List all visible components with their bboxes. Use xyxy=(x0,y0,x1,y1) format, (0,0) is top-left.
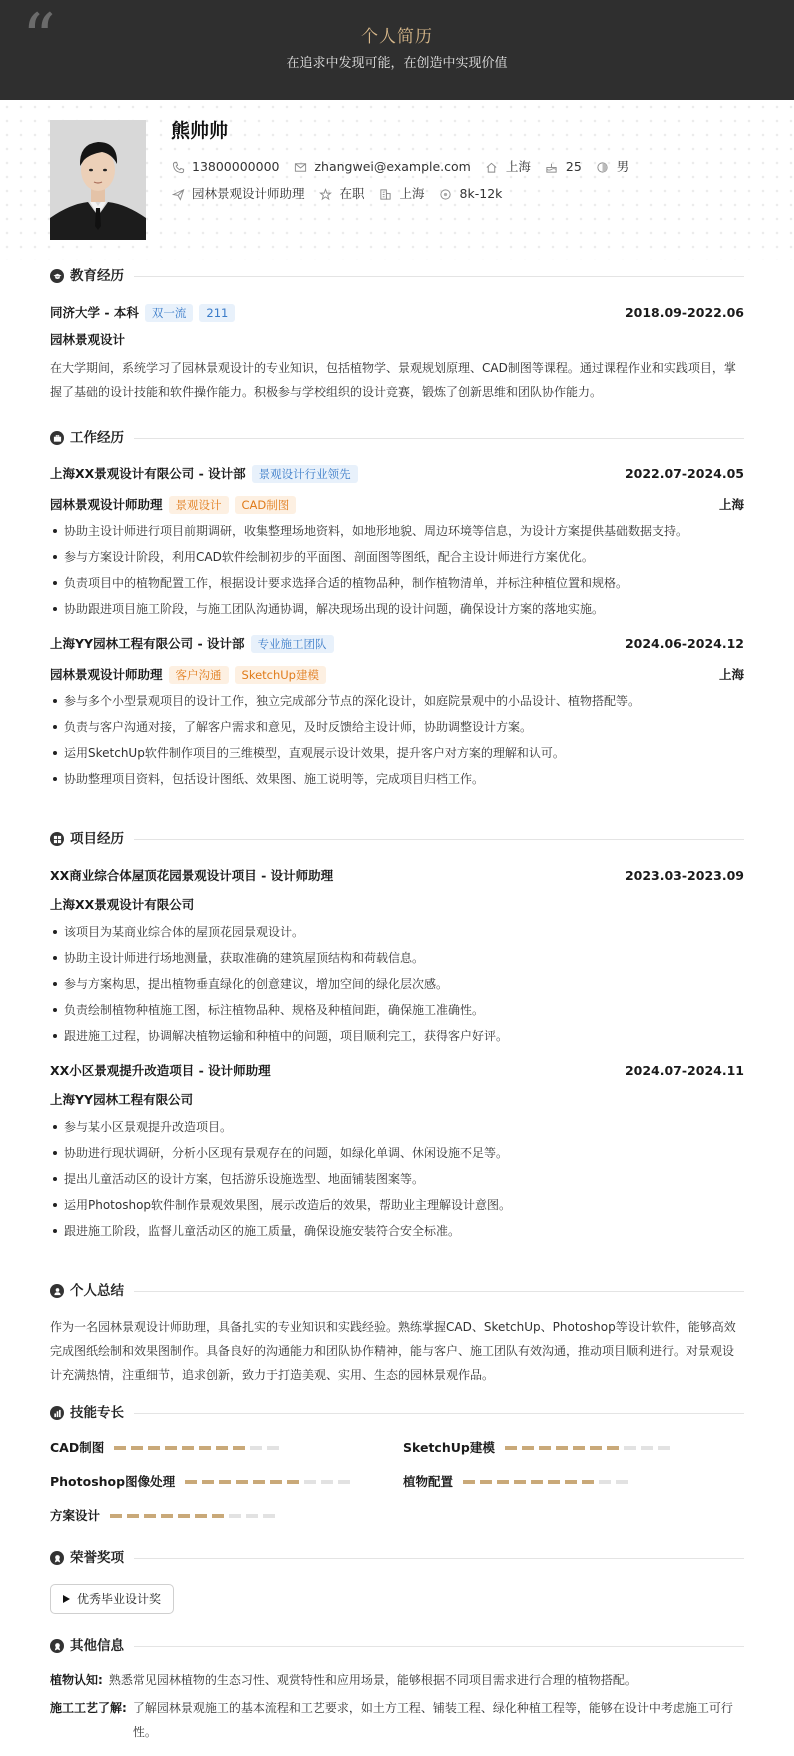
skill-dash-empty xyxy=(616,1480,628,1484)
skill-dash-empty xyxy=(263,1514,275,1518)
skill-dash-empty xyxy=(246,1514,258,1518)
skill-dash-filled xyxy=(539,1446,551,1450)
section-title: 其他信息 xyxy=(70,1637,124,1654)
other-info-label: 施工工艺了解: xyxy=(50,1701,127,1715)
skill-name: 植物配置 xyxy=(403,1474,454,1489)
bar-chart-icon xyxy=(50,1406,64,1420)
section-title: 工作经历 xyxy=(70,429,124,446)
list-item: 协助整理项目资料，包括设计图纸、效果图、施工说明等，完成项目归档工作。 xyxy=(50,766,744,792)
list-item: 运用SketchUp软件制作项目的三维模型，直观展示设计效果，提升客户对方案的理解和认可。 xyxy=(50,740,744,766)
awards-section xyxy=(50,1548,744,1614)
email-text: zhangwei@example.com xyxy=(314,159,471,174)
other-info-text: 了解园林景观施工的基本流程和工艺要求，如土方工程、铺装工程、绿化种植工程等，能够在设计中考虑施工可行性。 xyxy=(132,1701,733,1739)
job-entry xyxy=(50,464,744,622)
salary-item xyxy=(439,185,503,204)
education-date: 2018.09-2022.06 xyxy=(624,304,744,320)
skill-level-bar xyxy=(463,1480,633,1484)
skill-dash-filled xyxy=(110,1514,122,1518)
building-icon xyxy=(379,187,393,201)
list-item: 负责项目中的植物配置工作，根据设计要求选择合适的植物品种，制作植物清单，并标注种植位置和规格。 xyxy=(50,570,744,596)
section-title: 项目经历 xyxy=(70,830,124,847)
other-info-label: 植物认知: xyxy=(50,1673,103,1687)
skill-dash-empty xyxy=(624,1446,636,1450)
skill-dash-filled xyxy=(131,1446,143,1450)
skill-dash-filled xyxy=(497,1480,509,1484)
list-item: 协助跟进项目施工阶段，与施工团队沟通协调，解决现场出现的设计问题，确保设计方案的落地实施。 xyxy=(50,596,744,622)
list-item: 参与多个小型景观项目的设计工作，独立完成部分节点的深化设计，如庭院景观中的小品设计、植物搭配等。 xyxy=(50,688,744,714)
section-divider xyxy=(134,1646,744,1647)
skill-dash-filled xyxy=(202,1480,214,1484)
skill-dash-filled xyxy=(212,1514,224,1518)
avatar xyxy=(50,120,146,240)
list-item: 参与方案构思，提出植物垂直绿化的创意建议，增加空间的绿化层次感。 xyxy=(50,971,744,997)
skill-dash-filled xyxy=(253,1480,265,1484)
skill-item xyxy=(403,1473,633,1492)
age-text: 25 xyxy=(565,159,582,174)
job-date: 2024.06-2024.12 xyxy=(624,635,744,651)
skill-dash-filled xyxy=(219,1480,231,1484)
section-title: 个人总结 xyxy=(70,1282,124,1299)
skill-dash-filled xyxy=(531,1480,543,1484)
project-company: 上海YY园林工程有限公司 xyxy=(50,1092,194,1107)
list-item: 协助主设计师进行项目前期调研，收集整理场地资料，如地形地貌、周边环境等信息，为设计方案提供基础数据支持。 xyxy=(50,518,744,544)
school-tag: 双一流 xyxy=(145,304,194,322)
contact-line xyxy=(171,158,643,177)
skill-item xyxy=(50,1439,284,1458)
section-divider xyxy=(134,1291,744,1292)
quote-icon: “ xyxy=(22,0,56,77)
skill-dash-filled xyxy=(195,1514,207,1518)
skill-dash-empty xyxy=(599,1480,611,1484)
skill-dash-filled xyxy=(590,1446,602,1450)
position-text: 园林景观设计师助理 xyxy=(192,186,305,201)
skill-dash-filled xyxy=(161,1514,173,1518)
skill-dash-filled xyxy=(582,1480,594,1484)
section-header xyxy=(50,1403,744,1423)
skill-level-bar xyxy=(185,1480,355,1484)
summary-text: 作为一名园林景观设计师助理，具备扎实的专业知识和实践经验。熟练掌握CAD、SketchUp、Photoshop等设计软件，能够高效完成图纸绘制和效果图制作。具备良好的沟通能力和团队协作精神，能与客户、施工团队有效沟通，推动项目顺利进行。对景观设计充满热情，注重细节，追求创新，致力于打造美观、实用、生态的园林景观作品。 xyxy=(50,1320,736,1382)
other-info-section xyxy=(50,1636,744,1744)
project-entry xyxy=(50,866,744,1049)
job-duties xyxy=(50,518,744,622)
grid-icon xyxy=(50,832,64,846)
section-header xyxy=(50,428,744,448)
cake-icon xyxy=(545,160,559,174)
position-item xyxy=(171,185,305,204)
skill-dash-filled xyxy=(270,1480,282,1484)
work-section xyxy=(50,428,744,792)
project-entry xyxy=(50,1061,744,1244)
location-item xyxy=(485,158,531,177)
skill-name: CAD制图 xyxy=(50,1440,105,1455)
skill-dash-filled xyxy=(505,1446,517,1450)
education-row xyxy=(50,303,744,323)
list-item: 负责绘制植物种植施工图，标注植物品种、规格及种植间距，确保施工准确性。 xyxy=(50,997,744,1023)
award-icon xyxy=(50,1639,64,1653)
skill-level-bar xyxy=(110,1514,280,1518)
gender-icon xyxy=(596,160,610,174)
skill-dash-filled xyxy=(182,1446,194,1450)
home-icon xyxy=(485,160,499,174)
job-duties xyxy=(50,688,744,792)
skill-item xyxy=(403,1439,675,1458)
skill-dash-filled xyxy=(216,1446,228,1450)
award-badge xyxy=(50,1584,174,1614)
job-date: 2022.07-2024.05 xyxy=(624,465,744,481)
skill-dash-empty xyxy=(267,1446,279,1450)
summary-section xyxy=(50,1281,744,1387)
skill-dash-filled xyxy=(144,1514,156,1518)
skill-dash-empty xyxy=(641,1446,653,1450)
skill-dash-filled xyxy=(148,1446,160,1450)
projects-section xyxy=(50,829,744,1244)
other-info-item xyxy=(50,1696,744,1744)
list-item: 运用Photoshop软件制作景观效果图，展示改造后的效果，帮助业主理解设计意图。 xyxy=(50,1192,744,1218)
role-tag: 客户沟通 xyxy=(169,666,229,684)
phone-icon xyxy=(171,160,185,174)
skill-name: 方案设计 xyxy=(50,1508,101,1523)
education-description: 在大学期间，系统学习了园林景观设计的专业知识，包括植物学、景观规划原理、CAD制图等课程。通过课程作业和实践项目，掌握了基础的设计技能和软件操作能力。积极参与学校组织的设计竞赛，锻炼了创新思维和团队协作能力。 xyxy=(50,360,736,399)
project-company: 上海XX景观设计有限公司 xyxy=(50,897,195,912)
list-item: 提出儿童活动区的设计方案，包括游乐设施选型、地面铺装图案等。 xyxy=(50,1166,744,1192)
header-title: 个人简历 xyxy=(361,27,433,47)
skill-dash-filled xyxy=(573,1446,585,1450)
page-header xyxy=(0,0,794,100)
skill-dash-filled xyxy=(522,1446,534,1450)
send-icon xyxy=(171,187,185,201)
list-item: 负责与客户沟通对接，了解客户需求和意见，及时反馈给主设计师，协助调整设计方案。 xyxy=(50,714,744,740)
gender-text: 男 xyxy=(616,159,630,174)
section-header xyxy=(50,829,744,849)
skill-dash-filled xyxy=(463,1480,475,1484)
job-role: 园林景观设计师助理 xyxy=(50,496,163,512)
skill-dash-empty xyxy=(304,1480,316,1484)
list-item: 参与某小区景观提升改造项目。 xyxy=(50,1114,744,1140)
company-tag: 景观设计行业领先 xyxy=(252,465,358,483)
section-divider xyxy=(134,438,744,439)
city-text: 上海 xyxy=(399,186,425,201)
coin-icon xyxy=(439,187,453,201)
graduation-cap-icon xyxy=(50,269,64,283)
skill-name: SketchUp建模 xyxy=(403,1440,495,1455)
salary-text: 8k-12k xyxy=(459,186,503,201)
skill-dash-filled xyxy=(607,1446,619,1450)
skill-dash-empty xyxy=(338,1480,350,1484)
skill-dash-filled xyxy=(114,1446,126,1450)
education-section xyxy=(50,266,744,404)
section-divider xyxy=(134,276,744,277)
section-divider xyxy=(134,839,744,840)
school-tag: 211 xyxy=(199,304,235,322)
project-date: 2024.07-2024.11 xyxy=(624,1062,744,1078)
play-icon xyxy=(63,1595,70,1603)
list-item: 协助主设计师进行场地测量，获取准确的建筑屋顶结构和荷载信息。 xyxy=(50,945,744,971)
award-name: 优秀毕业设计奖 xyxy=(77,1592,162,1606)
job-role: 园林景观设计师助理 xyxy=(50,666,163,682)
company-name: 上海YY园林工程有限公司 - 设计部 xyxy=(50,635,245,651)
section-divider xyxy=(134,1413,744,1414)
section-title: 荣誉奖项 xyxy=(70,1549,124,1566)
role-tag: CAD制图 xyxy=(235,496,297,514)
company-tag: 专业施工团队 xyxy=(251,635,334,653)
skill-dash-filled xyxy=(548,1480,560,1484)
mail-icon xyxy=(293,160,307,174)
email-item xyxy=(293,158,470,177)
location-text: 上海 xyxy=(505,159,531,174)
list-item: 该项目为某商业综合体的屋顶花园景观设计。 xyxy=(50,919,744,945)
header-subtitle: 在追求中发现可能，在创造中实现价值 xyxy=(286,56,508,71)
star-icon xyxy=(319,187,333,201)
skill-dash-filled xyxy=(127,1514,139,1518)
company-name: 上海XX景观设计有限公司 - 设计部 xyxy=(50,465,246,481)
project-details xyxy=(50,1114,744,1244)
skills-section xyxy=(50,1403,744,1523)
section-header xyxy=(50,1281,744,1301)
phone-text: 13800000000 xyxy=(192,159,280,174)
skill-dash-filled xyxy=(287,1480,299,1484)
role-tag: 景观设计 xyxy=(169,496,229,514)
skill-dash-empty xyxy=(229,1514,241,1518)
phone-item xyxy=(171,158,279,177)
skill-dash-filled xyxy=(165,1446,177,1450)
profile-section xyxy=(0,100,794,260)
section-header xyxy=(50,1636,744,1656)
section-title: 教育经历 xyxy=(70,267,124,284)
skill-dash-empty xyxy=(250,1446,262,1450)
project-name: XX小区景观提升改造项目 - 设计师助理 xyxy=(50,1062,271,1078)
skill-dash-filled xyxy=(185,1480,197,1484)
project-details xyxy=(50,919,744,1049)
section-divider xyxy=(134,1558,744,1559)
skill-level-bar xyxy=(114,1446,284,1450)
school-name: 同济大学 - 本科 xyxy=(50,304,139,320)
skill-dash-filled xyxy=(178,1514,190,1518)
city-item xyxy=(379,185,425,204)
other-info-text: 熟悉常见园林植物的生态习性、观赏特性和应用场景，能够根据不同项目需求进行合理的植物搭配。 xyxy=(108,1673,637,1687)
skill-item xyxy=(50,1473,355,1492)
job-city: 上海 xyxy=(718,496,744,512)
skill-dash-filled xyxy=(236,1480,248,1484)
skill-dash-empty xyxy=(658,1446,670,1450)
other-info-item xyxy=(50,1668,744,1692)
age-item xyxy=(545,158,582,177)
skill-name: Photoshop图像处理 xyxy=(50,1474,176,1489)
skill-dash-filled xyxy=(514,1480,526,1484)
skill-dash-filled xyxy=(480,1480,492,1484)
candidate-name: 熊帅帅 xyxy=(171,120,229,142)
user-icon xyxy=(50,1284,64,1298)
skill-dash-filled xyxy=(233,1446,245,1450)
job-city: 上海 xyxy=(718,666,744,682)
project-name: XX商业综合体屋顶花园景观设计项目 - 设计师助理 xyxy=(50,867,334,883)
role-tag: SketchUp建模 xyxy=(235,666,326,684)
status-item xyxy=(319,185,365,204)
section-header xyxy=(50,1548,744,1568)
list-item: 参与方案设计阶段，利用CAD软件绘制初步的平面图、剖面图等图纸，配合主设计师进行方案优化。 xyxy=(50,544,744,570)
award-icon xyxy=(50,1551,64,1565)
skill-level-bar xyxy=(505,1446,675,1450)
major-name: 园林景观设计 xyxy=(50,332,126,347)
list-item: 跟进施工过程，协调解决植物运输和种植中的问题，项目顺利完工，获得客户好评。 xyxy=(50,1023,744,1049)
skill-dash-filled xyxy=(556,1446,568,1450)
gender-item xyxy=(596,158,630,177)
status-text: 在职 xyxy=(339,186,365,201)
job-entry xyxy=(50,634,744,792)
project-date: 2023.03-2023.09 xyxy=(624,867,744,883)
skill-item xyxy=(50,1507,280,1526)
section-title: 技能专长 xyxy=(70,1404,124,1421)
section-header xyxy=(50,266,744,286)
list-item: 协助进行现状调研，分析小区现有景观存在的问题，如绿化单调、休闲设施不足等。 xyxy=(50,1140,744,1166)
skill-dash-empty xyxy=(321,1480,333,1484)
list-item: 跟进施工阶段，监督儿童活动区的施工质量，确保设施安装符合安全标准。 xyxy=(50,1218,744,1244)
job-intent-line xyxy=(171,185,516,204)
briefcase-icon xyxy=(50,431,64,445)
skill-dash-filled xyxy=(199,1446,211,1450)
skill-dash-filled xyxy=(565,1480,577,1484)
